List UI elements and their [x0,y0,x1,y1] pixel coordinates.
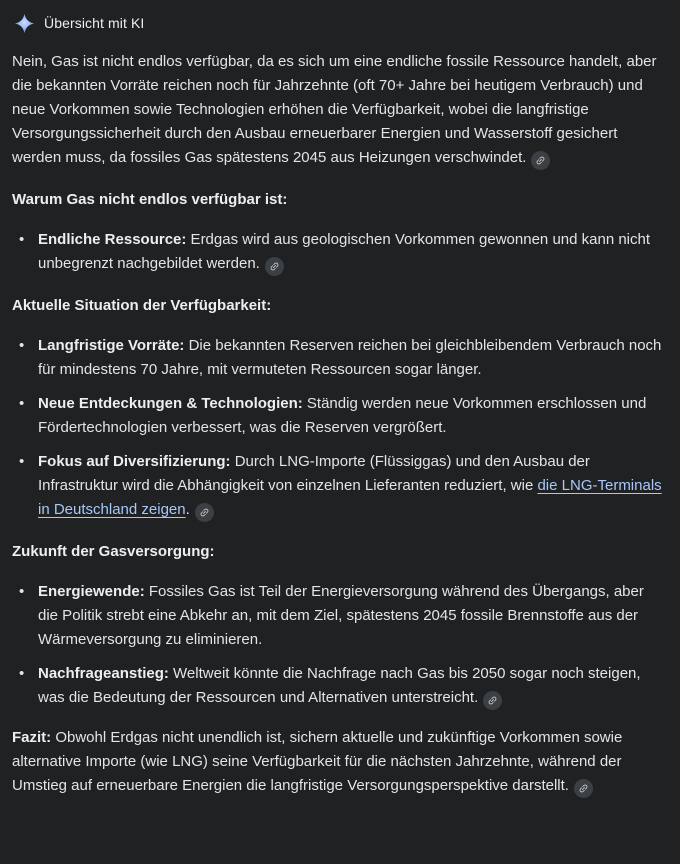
link-icon[interactable] [265,257,284,276]
ai-overview-header [12,10,666,34]
lng-terminals-link[interactable]: die LNG-Terminals in Deutschland zeigen [38,477,662,518]
bullet-text: Die bekannten Reserven reichen bei gleichbleibendem Verbrauch noch für mindestens 70 Jahre, mit vermuteten Ressourcen sogar länger. [38,337,662,378]
link-icon[interactable] [531,151,550,170]
bullet-text: Weltweit könnte die Nachfrage nach Gas bis 2050 sogar noch steigen, was die Bedeutung der Ressourcen und Alternativen unterstreicht. [38,665,641,706]
bullet-term: Energiewende: [38,583,145,600]
bullet-text: Ständig werden neue Vorkommen erschlossen und Fördertechnologien verbessert, was die Reserven vergrößert. [38,395,647,436]
bullet-text: Erdgas wird aus geologischen Vorkommen gewonnen und kann nicht unbegrenzt nachgebildet werden. [38,231,651,272]
bullet-term: Neue Entdeckungen & Technologien: [38,395,303,412]
link-icon[interactable] [574,779,593,798]
conclusion-text: Obwohl Erdgas nicht unendlich ist, sichern aktuelle und zukünftige Vorkommen sowie alternative Importe (wie LNG) seine Verfügbarkeit für die nächsten Jahrzehnte, während der Umstieg auf erneuerbare Energien die langfristige Versorgungsperspektive darstellt. [12,729,623,794]
conclusion-term: Fazit: [12,729,52,746]
list-item [12,580,666,652]
section-heading-why-not-endless: Warum Gas nicht endlos verfügbar ist: [12,191,288,208]
conclusion-paragraph [12,726,666,798]
bullet-term: Fokus auf Diversifizierung: [38,453,231,470]
bullet-list-why [12,228,666,276]
gemini-sparkle-icon [14,13,35,34]
bullet-term: Langfristige Vorräte: [38,337,185,354]
ai-overview-title: Übersicht mit KI [44,15,145,31]
list-item [12,662,666,710]
bullet-text: Durch LNG-Importe (Flüssiggas) und den Ausbau der Infrastruktur wird die Abhängigkeit von einzelnen Lieferanten reduziert, wie [38,453,590,494]
bullet-term: Endliche Ressource: [38,231,187,248]
list-item [12,392,666,440]
bullet-list-current [12,334,666,522]
list-item [12,450,666,522]
intro-paragraph [12,50,666,170]
bullet-term: Nachfrageanstieg: [38,665,169,682]
link-icon[interactable] [195,503,214,522]
list-item [12,228,666,276]
section-heading-future: Zukunft der Gasversorgung: [12,543,215,560]
list-item [12,334,666,382]
bullet-list-future [12,580,666,710]
bullet-text: Fossiles Gas ist Teil der Energieversorgung während des Übergangs, aber die Politik strebt eine Abkehr an, mit dem Ziel, spätestens 2045 fossile Brennstoffe aus der Wärmeversorgung zu eliminieren. [38,583,644,648]
link-icon[interactable] [483,691,502,710]
section-heading-current-situation: Aktuelle Situation der Verfügbarkeit: [12,297,272,314]
bullet-text-after-link: . [185,501,190,518]
intro-text: Nein, Gas ist nicht endlos verfügbar, da es sich um eine endliche fossile Ressource handelt, aber die bekannten Vorräte reichen noch für Jahrzehnte (oft 70+ Jahre bei heutigem Verbrauch) und neue Vorkommen sowie Technologien erhöhen die Verfügbarkeit, wobei die langfristige Versorgungssicherheit durch den Ausbau erneuerbarer Energien und Wasserstoff gesichert werden muss, da fossiles Gas spätestens 2045 aus Heizungen verschwindet. [12,53,657,166]
